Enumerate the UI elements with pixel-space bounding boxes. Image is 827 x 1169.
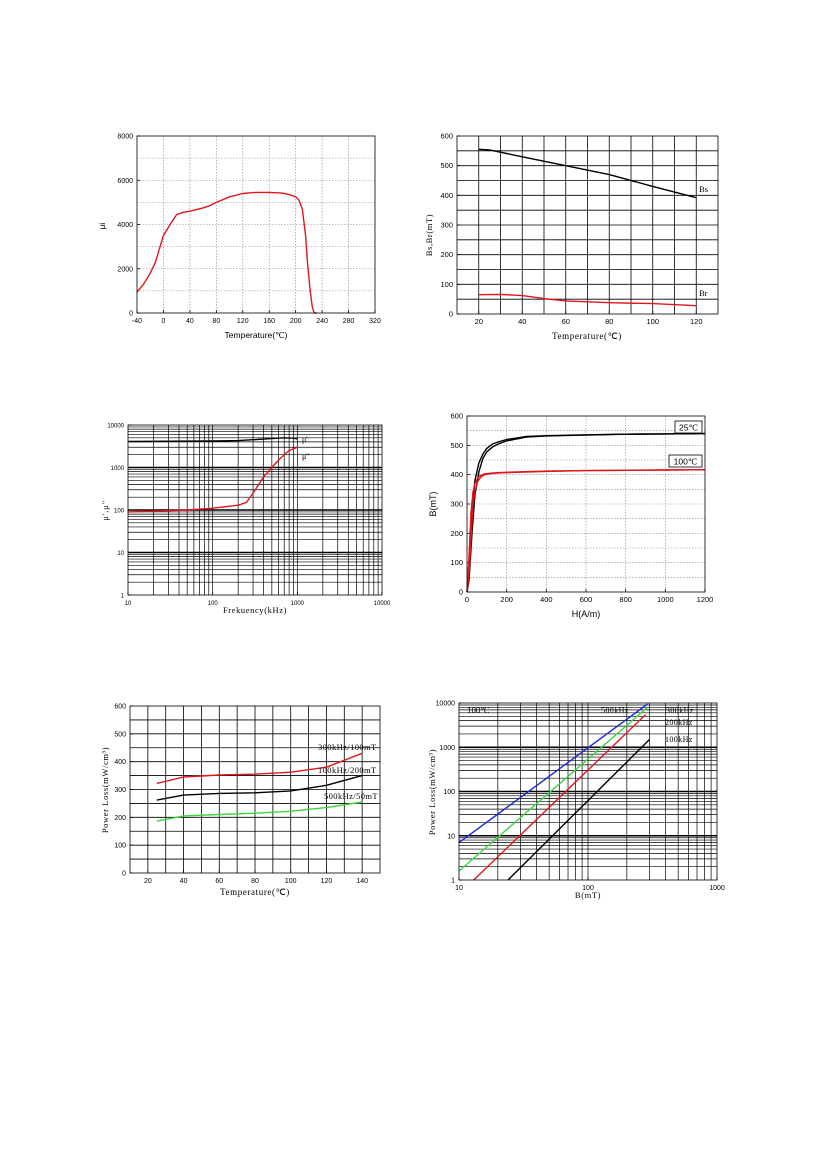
y-tick-label: 4000 (117, 222, 133, 229)
x-tick-label: 40 (185, 318, 194, 325)
y-tick-label: 0 (448, 309, 453, 319)
series-line-2 (157, 802, 362, 821)
x-tick-label: 120 (236, 318, 249, 325)
y-tick-label: 1000 (439, 744, 455, 752)
x-tick-label: 40 (179, 878, 188, 885)
y-tick-label: 400 (450, 470, 463, 480)
x-tick-label: 120 (689, 317, 703, 326)
grid (457, 136, 718, 314)
x-tick-label: 600 (579, 595, 593, 604)
x-tick-label: 100 (646, 317, 660, 326)
x-tick-label: 140 (356, 878, 368, 885)
x-axis-label: Temperature(℃) (224, 330, 288, 340)
series-label-bs: Bs (699, 184, 708, 194)
y-tick-label: 500 (450, 440, 463, 450)
y-tick-label: 600 (450, 411, 463, 421)
grid (459, 703, 717, 880)
y-tick-label: 100 (113, 508, 124, 515)
y-axis-label: μi (98, 222, 107, 230)
x-tick-label: 240 (316, 318, 328, 325)
x-axis-label: H(A/m) (571, 609, 601, 619)
y-tick-label: 100 (114, 842, 126, 850)
x-tick-label: 0 (464, 595, 470, 604)
series-label-br: Br (699, 288, 708, 298)
x-axis-label: B(mT) (574, 890, 602, 900)
y-tick-label: 0 (458, 587, 463, 597)
y-tick-label: 500 (440, 161, 453, 171)
y-tick-label: 10 (117, 551, 124, 557)
x-tick-label: 80 (251, 878, 259, 885)
ticks (436, 701, 725, 893)
x-tick-label: 280 (342, 318, 355, 325)
series-label-100khz: 100kHz (665, 735, 693, 744)
series (137, 192, 317, 313)
x-tick-label: 320 (369, 318, 381, 325)
chart-initial-permeability-vs-temperature (95, 125, 395, 345)
grid (130, 706, 380, 873)
series-label-200khz: 200kHz (665, 718, 693, 727)
x-tick-label: 1000 (290, 601, 305, 607)
y-tick-label: 1 (120, 593, 124, 600)
x-tick-label: 60 (561, 317, 570, 326)
y-axis-label: Power Loss(mW/cm³) (427, 748, 437, 836)
x-axis-label: Temperature(℃) (220, 887, 290, 897)
series-label-300khz: 300kHz (666, 706, 694, 715)
x-tick-label: 120 (320, 878, 333, 885)
y-tick-label: 200 (450, 528, 463, 538)
y-axis-label: B(mT) (428, 491, 438, 517)
legend-label-25c: 25℃ (678, 422, 699, 433)
y-tick-label: 100 (443, 789, 455, 796)
x-tick-label: 80 (605, 317, 614, 326)
y-tick-label: 100 (450, 558, 463, 568)
series-line-0 (137, 192, 317, 313)
series-label-500khz-50mt: 500kHz/50mT (324, 791, 378, 801)
grid (137, 136, 375, 313)
y-tick-label: 100 (440, 279, 453, 289)
series-line-1 (459, 707, 648, 871)
y-tick-label: 6000 (117, 177, 133, 185)
series-label-100khz-200mt: 100kHz/200mT (318, 765, 377, 775)
y-tick-label: 400 (114, 759, 126, 767)
y-tick-label: 0 (122, 870, 126, 878)
y-tick-label: 1 (451, 877, 455, 885)
y-tick-label: 300 (440, 220, 453, 230)
y-tick-label: 200 (114, 814, 126, 822)
x-tick-label: 40 (518, 317, 527, 326)
series-label-mu-double-prime: μ'' (302, 452, 310, 461)
series-label-mu-prime: μ' (302, 435, 308, 444)
x-tick-label: 160 (263, 318, 276, 325)
ticks (450, 412, 713, 605)
y-tick-label: 2000 (117, 266, 133, 274)
x-tick-label: 80 (212, 318, 221, 325)
chart-power-loss-vs-temperature (95, 695, 400, 900)
x-tick-label: 60 (215, 878, 224, 885)
chart-bs-br-vs-temperature (420, 125, 725, 345)
annotation-100c: 100℃ (467, 706, 490, 715)
x-tick-label: -40 (131, 318, 143, 325)
ticks (440, 132, 702, 327)
y-tick-label: 400 (440, 190, 453, 200)
x-tick-label: 100 (582, 885, 594, 892)
y-tick-label: 500 (114, 731, 126, 739)
series-line-0 (459, 704, 648, 843)
y-tick-label: 600 (114, 703, 126, 711)
x-axis-label: Temperature(℃) (552, 331, 622, 341)
x-tick-label: 10 (124, 601, 132, 607)
y-tick-label: 0 (129, 310, 133, 318)
y-axis-label: Bs,Br(mT) (424, 213, 434, 257)
y-axis-label: μ',μ'' (101, 499, 110, 521)
y-tick-label: 8000 (117, 133, 133, 141)
x-tick-label: 100 (284, 878, 297, 885)
y-tick-label: 200 (440, 250, 453, 260)
chart-power-loss-vs-flux-density (420, 693, 725, 903)
y-tick-label: 300 (450, 499, 463, 509)
x-tick-label: 20 (474, 317, 483, 326)
x-tick-label: 200 (289, 318, 302, 325)
legend-label-100c: 100℃ (673, 456, 698, 467)
x-tick-label: 400 (540, 595, 553, 604)
x-tick-label: 10000 (373, 601, 391, 607)
series (157, 753, 362, 821)
x-tick-label: 10 (455, 885, 463, 892)
chart-complex-permeability-vs-frequency (95, 415, 400, 620)
y-tick-label: 10 (447, 833, 455, 841)
y-tick-label: 10000 (107, 423, 124, 430)
x-tick-label: 1000 (656, 595, 674, 604)
y-axis-label: Power Loss(mW/cm³) (100, 746, 110, 834)
x-tick-label: 800 (619, 595, 632, 604)
x-tick-label: 200 (500, 595, 513, 604)
x-tick-label: 1000 (709, 885, 725, 892)
x-tick-label: 0 (161, 318, 166, 325)
x-tick-label: 20 (143, 878, 152, 885)
y-tick-label: 600 (440, 131, 453, 141)
y-tick-label: 10000 (435, 700, 455, 708)
series-label-500khz: 500kHz (601, 706, 629, 715)
chart-b-h-curve (420, 405, 725, 625)
y-tick-label: 300 (114, 787, 126, 794)
series-label-300khz-100mt: 300kHz/100mT (318, 742, 377, 752)
y-tick-label: 1000 (110, 466, 124, 472)
x-tick-label: 100 (207, 601, 218, 607)
x-axis-label: Frekuency(kHz) (222, 605, 288, 615)
ticks (117, 134, 381, 326)
x-tick-label: 1200 (696, 595, 714, 604)
